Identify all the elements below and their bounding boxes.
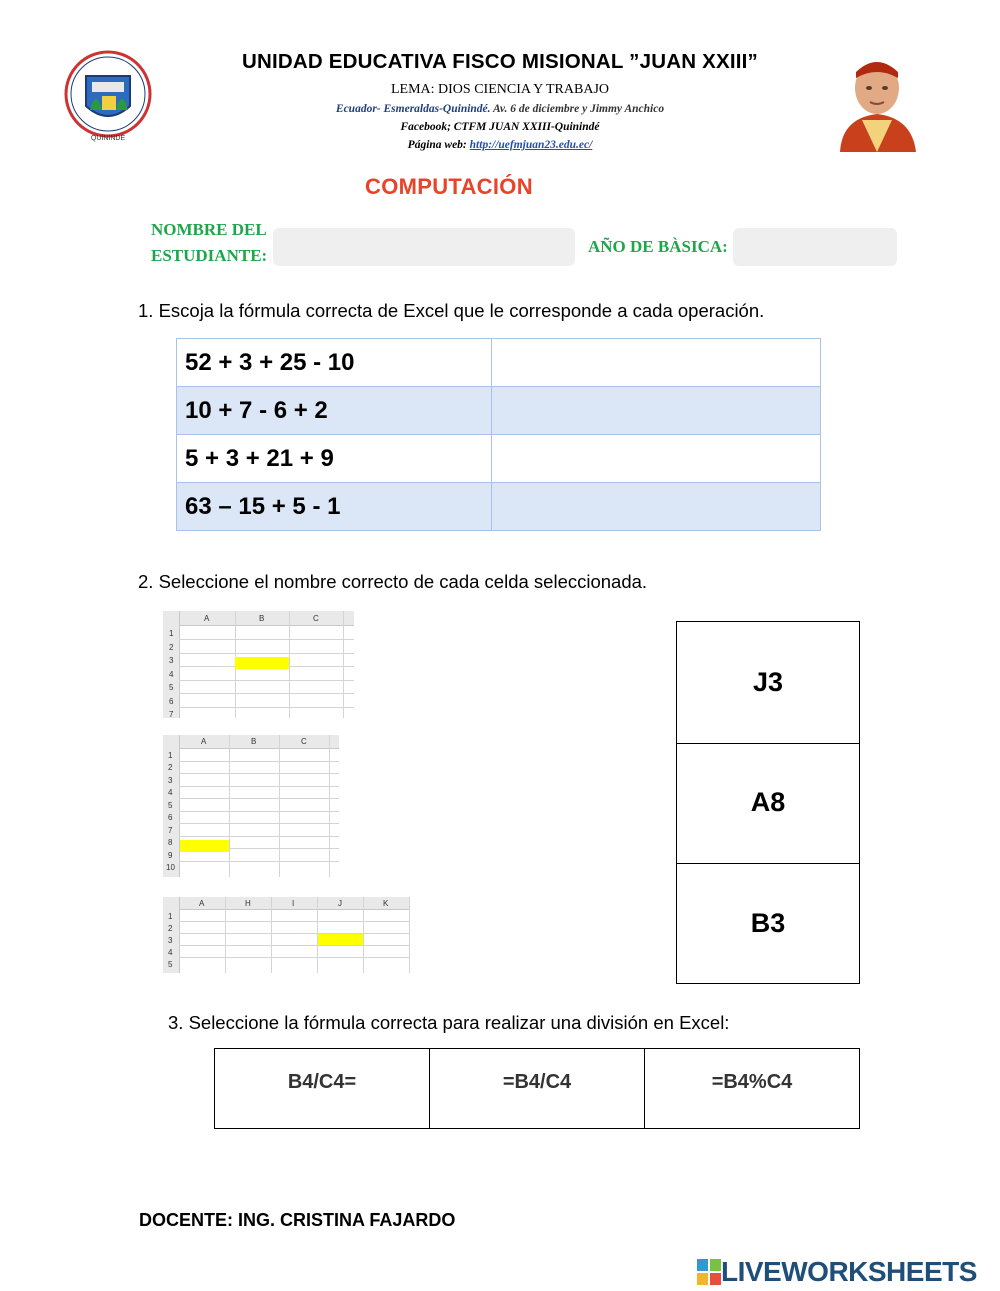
row-header: 1 [168, 751, 173, 760]
row-header: 3 [168, 936, 173, 945]
address-street: Av. 6 de diciembre y Jimmy Anchico [493, 103, 665, 115]
student-name-input[interactable] [273, 228, 575, 266]
web-label: Página web: [407, 139, 467, 151]
row-header: 1 [169, 629, 174, 638]
school-title: UNIDAD EDUCATIVA FISCO MISIONAL ”JUAN XXIII” [241, 50, 758, 73]
selected-cell [235, 657, 289, 669]
excel-sheet-a8 [163, 735, 339, 877]
liveworksheets-brand: LIVEWORKSHEETS [721, 1256, 977, 1287]
teacher-name: DOCENTE: ING. CRISTINA FAJARDO [139, 1210, 456, 1230]
facebook-line: Facebook; CTFM JUAN XXIII-Quinindé [400, 121, 600, 133]
row-header: 9 [168, 851, 173, 860]
row-header: 7 [168, 826, 173, 835]
col-header: A [201, 737, 207, 746]
option-b3[interactable]: B3 [676, 863, 860, 984]
option-a8[interactable]: A8 [676, 742, 860, 864]
row-header: 4 [169, 670, 174, 679]
row-header: 10 [166, 863, 175, 872]
operation-cell: 52 + 3 + 25 - 10 [177, 339, 492, 387]
excel-sheet-j3 [163, 897, 410, 973]
selected-cell [180, 840, 229, 852]
division-options-table [214, 1048, 860, 1129]
option-j3[interactable]: J3 [676, 621, 860, 744]
col-header: I [292, 899, 295, 908]
row-header: 5 [169, 683, 174, 692]
student-name-label-line1: NOMBRE DEL [151, 220, 267, 239]
web-link[interactable]: http://uefmjuan23.edu.ec/ [469, 139, 593, 151]
col-header: A [204, 614, 210, 623]
table-row [177, 339, 821, 387]
col-header: J [338, 899, 342, 908]
liveworksheets-logo [697, 1256, 977, 1288]
answer-dropdown[interactable] [492, 435, 821, 483]
col-header: K [383, 899, 389, 908]
col-header: A [199, 899, 205, 908]
row-header: 2 [169, 643, 174, 652]
row-header: 1 [168, 912, 173, 921]
col-header: C [301, 737, 307, 746]
col-header: B [259, 614, 265, 623]
liveworksheets-icon [697, 1259, 721, 1285]
student-name-label [151, 217, 267, 269]
question-3-text: 3. Seleccione la fórmula correcta para realizar una división en Excel: [168, 1012, 730, 1033]
selected-cell [318, 934, 363, 945]
operations-table [176, 338, 821, 531]
row-header: 7 [169, 710, 174, 718]
row-header: 4 [168, 788, 173, 797]
table-row [177, 387, 821, 435]
grade-label: AÑO DE BÀSICA: [588, 237, 728, 256]
row-header: 6 [169, 697, 174, 706]
row-header: 8 [168, 838, 173, 847]
grade-input[interactable] [733, 228, 897, 266]
answer-dropdown[interactable] [492, 387, 821, 435]
svg-text:QUININDÉ: QUININDÉ [90, 135, 126, 142]
row-header: 4 [168, 948, 173, 957]
row-header: 6 [168, 813, 173, 822]
row-header: 2 [168, 763, 173, 772]
col-header: C [313, 614, 319, 623]
question-1-text: 1. Escoja la fórmula correcta de Excel que le corresponde a cada operación. [138, 300, 765, 321]
excel-sheet-b3 [163, 611, 354, 718]
row-header: 5 [168, 960, 173, 969]
table-row [177, 435, 821, 483]
row-header: 3 [168, 776, 173, 785]
division-option-1[interactable]: B4/C4= [215, 1049, 430, 1129]
table-row [215, 1049, 860, 1129]
question-2-text: 2. Seleccione el nombre correcto de cada celda seleccionada. [138, 571, 648, 592]
answer-dropdown[interactable] [492, 339, 821, 387]
col-header: H [245, 899, 251, 908]
division-option-3[interactable]: =B4%C4 [645, 1049, 860, 1129]
division-option-2[interactable]: =B4/C4 [430, 1049, 645, 1129]
operation-cell: 5 + 3 + 21 + 9 [177, 435, 492, 483]
address-place: Ecuador- Esmeraldas-Quinindé. [335, 103, 491, 115]
subject-title: COMPUTACIÓN [365, 174, 533, 199]
pope-portrait [832, 48, 922, 152]
operation-cell: 10 + 7 - 6 + 2 [177, 387, 492, 435]
row-header: 3 [169, 656, 174, 665]
student-name-label-line2: ESTUDIANTE: [151, 246, 268, 265]
answer-dropdown[interactable] [492, 483, 821, 531]
operation-cell: 63 – 15 + 5 - 1 [177, 483, 492, 531]
row-header: 5 [168, 801, 173, 810]
table-row [177, 483, 821, 531]
row-header: 2 [168, 924, 173, 933]
school-motto: LEMA: DIOS CIENCIA Y TRABAJO [390, 82, 610, 97]
col-header: B [251, 737, 257, 746]
